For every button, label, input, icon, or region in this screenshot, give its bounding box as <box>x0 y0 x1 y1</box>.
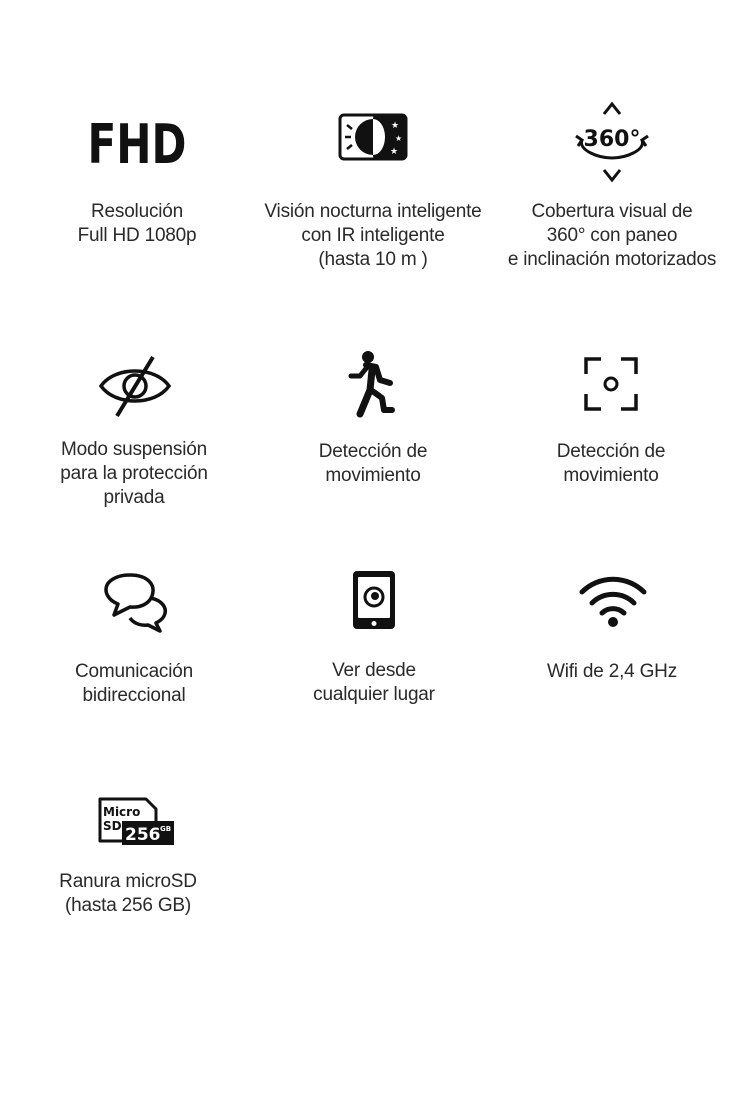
feature-label: Detección de movimiento <box>556 441 666 486</box>
feature-label: Ranura microSD (hasta 256 GB) <box>59 871 197 916</box>
feature-two-way-communication <box>14 570 254 720</box>
feature-label: Comunicación bidireccional <box>75 661 193 706</box>
svg-text:SD: SD <box>103 819 122 833</box>
svg-text:256: 256 <box>125 825 161 845</box>
feature-motion-detection-focus <box>491 350 731 500</box>
feature-label: Resolución Full HD 1080p <box>77 201 197 246</box>
running-person-icon <box>348 350 398 418</box>
svg-text:Micro: Micro <box>103 805 141 819</box>
feature-label: Visión nocturna inteligente con IR inteligente (hasta 10 m ) <box>264 201 482 270</box>
svg-text:GB: GB <box>160 825 172 833</box>
svg-text:★: ★ <box>395 134 403 143</box>
feature-wifi <box>492 570 732 700</box>
feature-night-vision <box>253 100 493 280</box>
feature-label: Wifi de 2,4 GHz <box>546 661 678 682</box>
feature-view-anywhere <box>254 570 494 720</box>
phone-camera-icon <box>352 570 396 630</box>
microsd-card-icon <box>96 795 176 849</box>
feature-microsd <box>8 790 248 930</box>
feature-privacy-mode <box>14 350 254 520</box>
feature-motion-detection <box>253 350 493 500</box>
wifi-icon <box>578 572 648 628</box>
focus-frame-icon <box>583 356 639 412</box>
svg-text:FHD: FHD <box>87 113 187 177</box>
feature-label: Detección de movimiento <box>318 441 428 486</box>
rotation-360-icon <box>570 100 654 184</box>
fhd-icon <box>87 110 187 177</box>
svg-text:360°: 360° <box>583 127 641 152</box>
feature-label: Cobertura visual de 360° con paneo e inclinación motorizados <box>507 201 717 270</box>
privacy-eye-slash-icon <box>97 354 173 418</box>
feature-fhd <box>17 100 257 260</box>
svg-text:★: ★ <box>390 147 399 157</box>
feature-label: Ver desde cualquier lugar <box>313 660 435 705</box>
feature-label: Modo suspensión para la protección privada <box>60 439 208 508</box>
svg-text:★: ★ <box>391 121 400 131</box>
feature-360-coverage <box>492 100 732 280</box>
chat-bubbles-icon <box>102 572 172 634</box>
night-vision-icon <box>338 113 408 163</box>
